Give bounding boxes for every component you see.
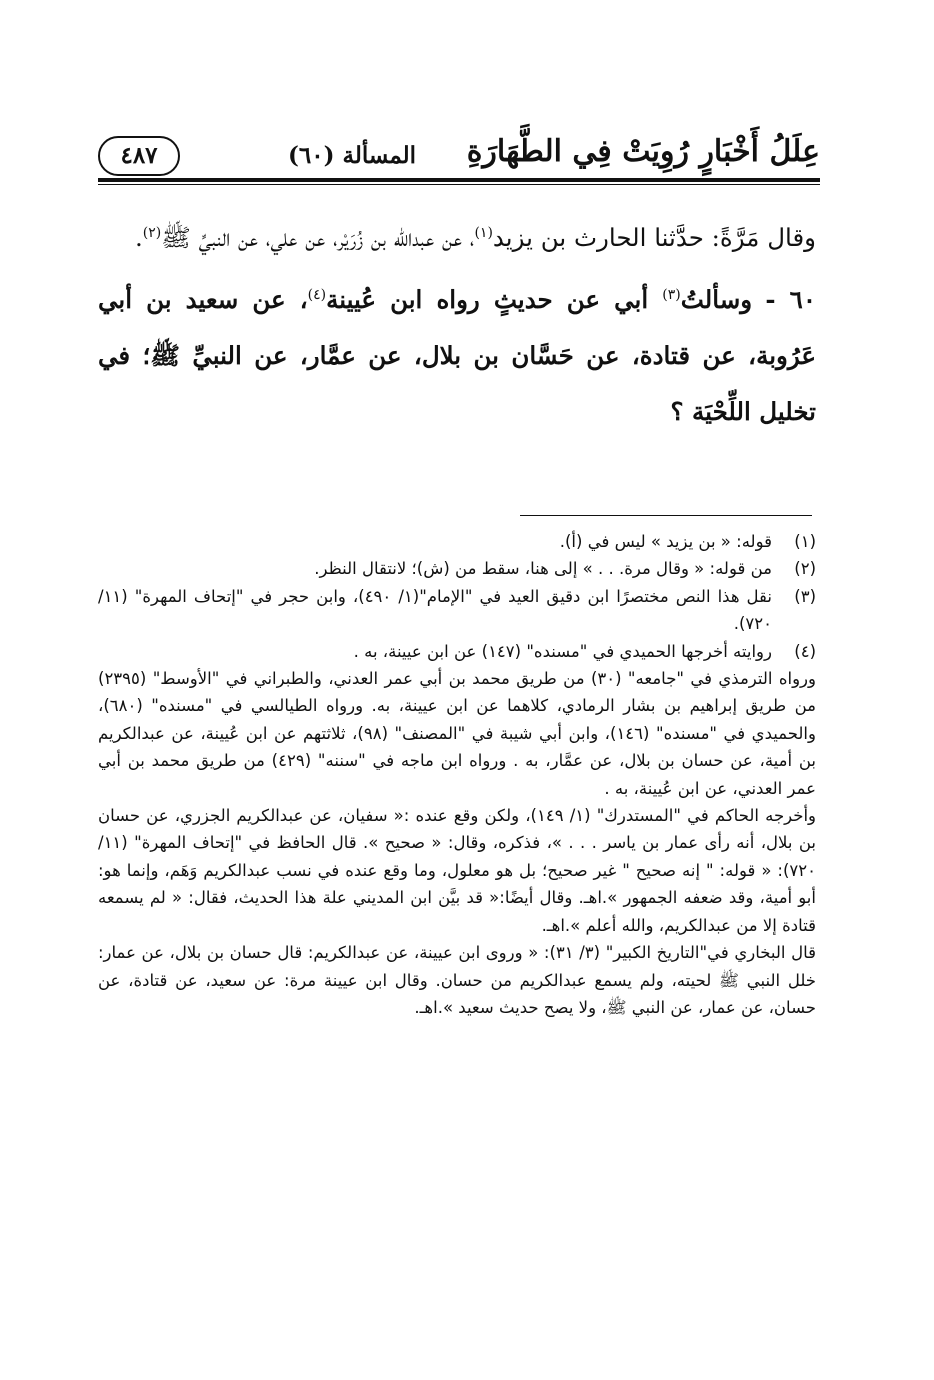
footnote-marker-1: (١)	[474, 224, 493, 241]
footnote-text: قوله: « بن يزيد » ليس في (أ).	[559, 532, 772, 551]
footnote-text: نقل هذا النص مختصرًا ابن دقيق العيد في "الإمام"(١/ ٤٩٠)، وابن حجر في "إتحاف المهرة" (١١/ ٧٢٠).	[98, 586, 772, 634]
book-title: عِلَلُ أَخْبَارٍ رُوِيَتْ فِي الطَّهَارَةِ	[466, 134, 820, 169]
footnote-1	[98, 528, 816, 555]
footnote-text: من قوله: « وقال مرة. . . » إلى هنا، سقط من (ش)؛ لانتقال النظر.	[314, 559, 772, 579]
footnote-marker-3: (٣)	[662, 286, 681, 303]
para1-end: .	[134, 223, 143, 252]
footnote-marker-4: (٤)	[307, 286, 327, 303]
para1-text: وقال مَرَّةً: حدَّثنا الحارث بن يزيد	[492, 223, 816, 252]
footnotes	[98, 528, 816, 1021]
footnote-4	[98, 638, 816, 1022]
footnote-paragraph: قال البخاري في"التاريخ الكبير" (٣/ ٣١): « وروى ابن عيينة، عن عبدالكريم: قال حسان بن بلال، عن عمار: خلل النبي ﷺ لحيته، ولم يسمع عبدالكريم من حسان. وقال ابن عيينة مرة: عن سعيد، عن قتادة، عن حسان، عن عمار، عن النبي ﷺ، ولا يصح حديث سعيد ».اهـ.	[98, 943, 817, 1017]
header-rule-thin	[98, 184, 820, 185]
page-number: ٤٨٧	[98, 136, 180, 176]
footnote-paragraph: وأخرجه الحاكم في "المستدرك" (١/ ١٤٩)، ولكن وقع عنده :« سفيان، عن عبدالكريم الجزري، عن حسان بن بلال، أنه رأى عمار بن ياسر . . . »، فذكره، وقال: « صحيح ». قال الحافظ في "إتحاف المهرة" (١١/ ٧٢٠): « قوله: " إنه صحيح " غير صحيح؛ بل هو معلول، وما وقع عنده في نسب عبدالكريم وَهَم، وإنما هو: أبو أمية، وقد ضعفه الجمهور ».اهـ. وقال أيضًا:« قد بيَّن ابن المديني علة هذا الحديث، فقال: « لم يسمعه قتادة إلا من عبدالكريم، والله أعلم ».اهـ.	[98, 806, 816, 935]
header-rule-thick	[98, 178, 820, 182]
footnote-number: (٤)	[794, 641, 816, 661]
issue-text-1: أبي عن حديثٍ رواه ابن عُيينة	[326, 285, 663, 314]
para1-text-continued: ، عن عبدالله بن زُرَيْر، عن علي، عن النبيِّ ﷺ	[161, 223, 475, 252]
issue-lead: وسألتُ	[680, 285, 753, 314]
main-text	[98, 210, 816, 440]
issue-paragraph	[98, 272, 816, 440]
main-paragraph-1	[98, 210, 816, 266]
footnote-number: (١)	[794, 532, 816, 551]
footnote-number: (٢)	[794, 559, 816, 579]
footnote-marker-2: (٢)	[142, 224, 162, 241]
footnote-paragraph: ورواه الترمذي في "جامعه" (٣٠) من طريق محمد بن أبي عمر العدني، والطبراني في "الأوسط" (٢٣٩٥) من طريق إبراهيم بن بشار الرمادي، كلاهما عن ابن عيينة، به. ورواه الطيالسي في "مسنده" (٦٨٠)، والحميدي في "مسنده" (١٤٦)، وابن أبي شيبة في "المصنف" (٩٨)، ثلاثتهم عن ابن عُيينة، عن عبدالكريم بن أمية، عن حسان بن بلال، عن عمَّار، به . ورواه ابن ماجه في "سننه" (٤٢٩) من طريق محمد بن أبي عمر العدني، عن ابن عُيينة، به .	[98, 669, 816, 798]
running-header	[98, 112, 820, 184]
issue-number: ٦٠ -	[765, 285, 816, 314]
issue-text-2: ، عن سعيد بن أبي عَرُوبة، عن قتادة، عن حَسَّان بن بلال، عن عمَّار، عن النبيِّ ﷺ؛ في تخليل اللِّحْيَة ؟	[98, 285, 816, 426]
footnote-text: روايته أخرجها الحميدي في "مسنده" (١٤٧) عن ابن عيينة، به .	[353, 641, 772, 661]
footnote-separator	[520, 515, 812, 516]
footnote-number: (٣)	[794, 586, 816, 606]
footnote-3	[98, 583, 816, 638]
footnote-2	[98, 555, 816, 582]
issue-label: المسألة (٦٠)	[288, 142, 417, 169]
